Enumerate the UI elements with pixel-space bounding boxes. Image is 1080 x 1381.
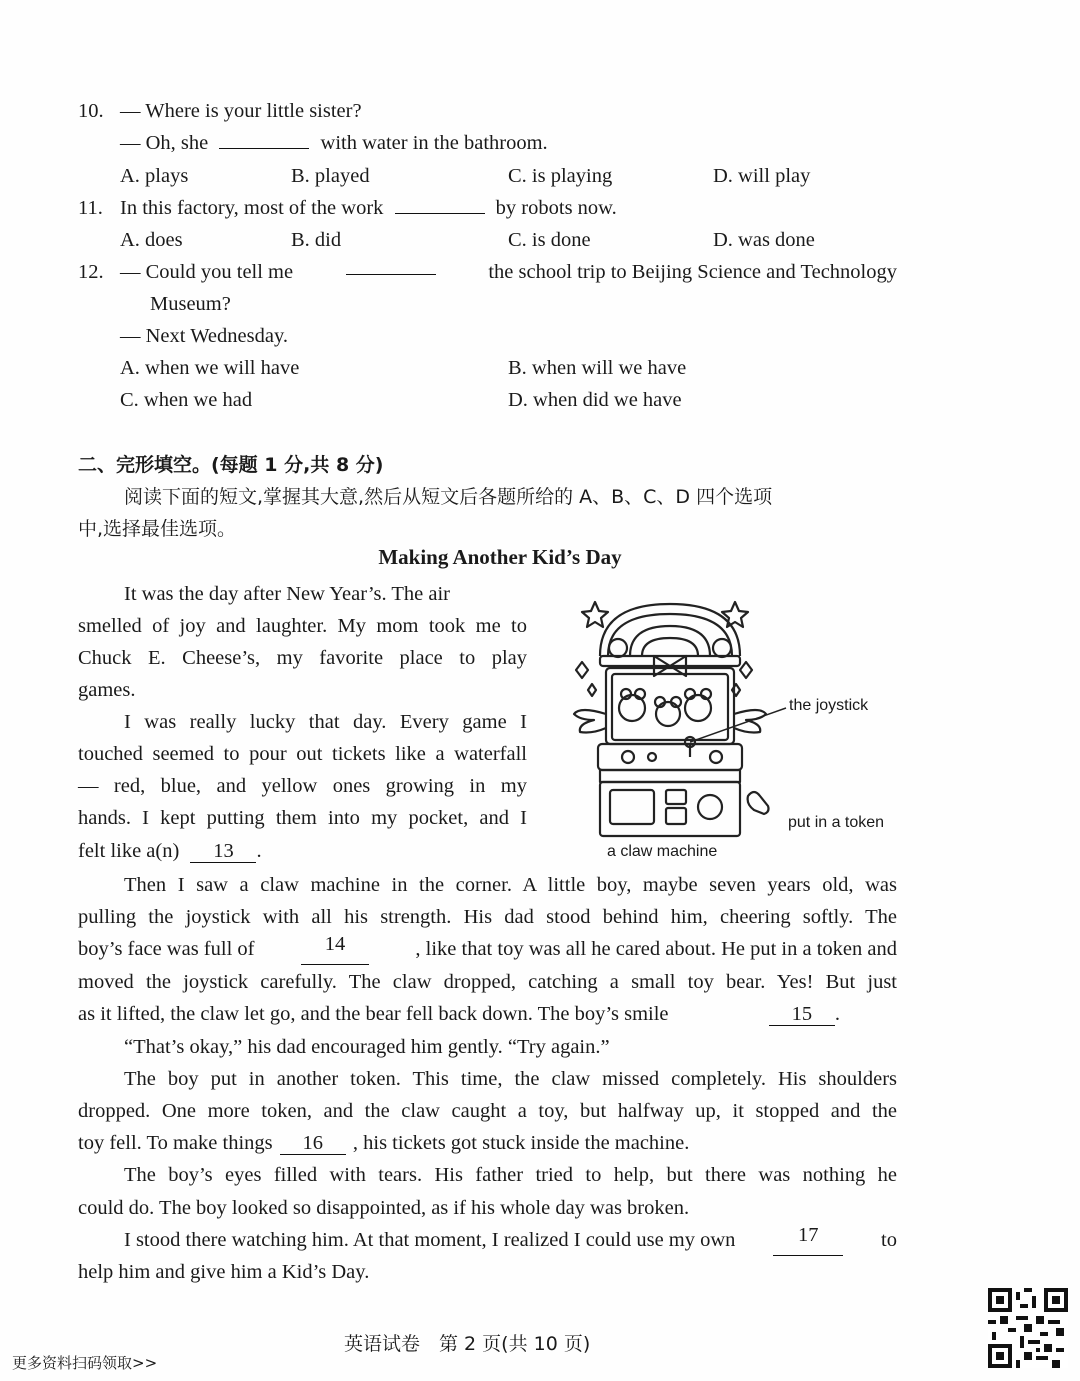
p3-line4: moved the joystick carefully. The claw dropped, catching a small toy bear. Yes! But just [78,971,897,993]
q10-option-c: C. is playing [508,165,613,187]
q12-line1-start: — Could you tell me [120,261,294,283]
p3-line5: as it lifted, the claw let go, and the bear fell back down. The boy’s smile 15 . [78,998,840,1030]
p3-line1: Then I saw a claw machine in the corner. A little boy, maybe seven years old, was [124,874,897,896]
star-icon [722,602,748,627]
p1-line3: Chuck E. Cheese’s, my favorite place to play [78,647,527,669]
p1-line4: games. [78,679,136,701]
p7-line1-end: to [881,1229,897,1251]
q11-option-a: A. does [120,229,183,251]
q11-option-c: C. is done [508,229,591,251]
q12-number: 12. [78,261,104,283]
p3-line3 [78,933,897,965]
p2-line1: I was really lucky that day. Every game I [124,711,527,733]
p3-line3-start: boy’s face was full of [78,938,255,960]
q11-option-d: D. was done [713,229,815,251]
q11-blank [395,195,485,214]
q10-line2 [120,127,548,159]
p3-line5-text: as it lifted, the claw let go, and the bear fell back down. The boy’s smile [78,1003,669,1025]
q12-line1 [120,256,897,288]
p6-line2: could do. The boy looked so disappointed, as if his whole day was broken. [78,1197,690,1219]
q11-number: 11. [78,197,103,219]
p2-line5: felt like a(n) 13 . [78,840,262,862]
section-instruction-1: 阅读下面的短文,掌握其大意,然后从短文后各题所给的 A、B、C、D 四个选项 [124,486,773,508]
blank-14: 14 [301,933,369,965]
q12-line3: — Next Wednesday. [120,325,289,347]
q12-option-c: C. when we had [120,389,253,411]
q12-line1-end: the school trip to Beijing Science and Technology [488,261,897,283]
blank-15: 15 [769,1003,835,1026]
figure-caption: a claw machine [607,843,718,860]
q10-line2-end: with water in the bathroom. [320,132,548,154]
p2-line3: — red, blue, and yellow ones growing in my [78,775,527,797]
q11-line1 [120,192,617,224]
passage-title: Making Another Kid’s Day [378,545,622,569]
p2-line5-text: felt like a(n) [78,840,180,862]
p6-line1: The boy’s eyes filled with tears. His father tried to help, but there was nothing he [124,1164,897,1186]
q12-option-d: D. when did we have [508,389,682,411]
q12-option-a: A. when we will have [120,357,300,379]
blank-16: 16 [280,1132,346,1155]
q10-number: 10. [78,100,104,122]
q11-line1-start: In this factory, most of the work [120,197,384,219]
p5-line3-start: toy fell. To make things [78,1132,273,1154]
q10-option-a: A. plays [120,165,189,187]
p1-line1-text: It was the day after New Year’s. The air [124,583,450,605]
diamond-icon [740,662,752,678]
q10-option-d: D. will play [713,165,811,187]
section-heading: 二、完形填空。(每题 1 分,共 8 分) [78,454,384,476]
diamond-icon [576,662,588,678]
label-joystick: the joystick [789,697,869,714]
more-resources-link[interactable]: 更多资料扫码领取>> [12,1354,158,1372]
p3-line3-end: , like that toy was all he cared about. He put in a token and [415,938,897,960]
q11-line1-end: by robots now. [495,197,617,219]
joystick-pointer-line [690,700,790,750]
p1-line1 [124,578,527,610]
star-icon [582,602,608,627]
q10-line2-start: — Oh, she [120,132,209,154]
q10-line1: — Where is your little sister? [120,100,362,122]
blank-17: 17 [773,1224,843,1256]
blank-13: 13 [190,840,256,863]
p5-line3-end: , his tickets got stuck inside the machine. [352,1132,690,1154]
hand-token-icon [748,792,769,814]
q12-option-b: B. when will we have [508,357,687,379]
q11-option-b: B. did [291,229,342,251]
diamond-icon [588,684,596,696]
p5-line3 [78,1127,689,1159]
q12-blank [346,256,436,275]
p5-line2: dropped. One more token, and the claw caught a toy, but halfway up, it stopped and the [78,1100,897,1122]
q12-line2: Museum? [150,293,231,315]
section-instruction-2: 中,选择最佳选项。 [78,518,237,540]
p2-line2: touched seemed to pour out tickets like a waterfall [78,743,527,765]
p3-line2: pulling the joystick with all his strength. His dad stood behind him, cheering softly. The [78,906,897,928]
p7-line1-text: I stood there watching him. At that moment, I realized I could use my own [124,1229,736,1251]
p7-line1 [124,1224,897,1256]
q10-blank [219,130,309,149]
label-token: put in a token [788,814,885,831]
p2-line4: hands. I kept putting them into my pocket, and I [78,807,527,829]
p1-line2: smelled of joy and laughter. My mom took me to [78,615,527,637]
qr-code-icon[interactable] [988,1288,1068,1368]
p5-line1: The boy put in another token. This time, the claw missed completely. His shoulders [124,1068,897,1090]
p4-line1: “That’s okay,” his dad encouraged him gently. “Try again.” [124,1036,610,1058]
q10-option-b: B. played [291,165,370,187]
p7-line2: help him and give him a Kid’s Day. [78,1261,370,1283]
page-footer: 英语试卷 第 2 页(共 10 页) [344,1333,591,1355]
